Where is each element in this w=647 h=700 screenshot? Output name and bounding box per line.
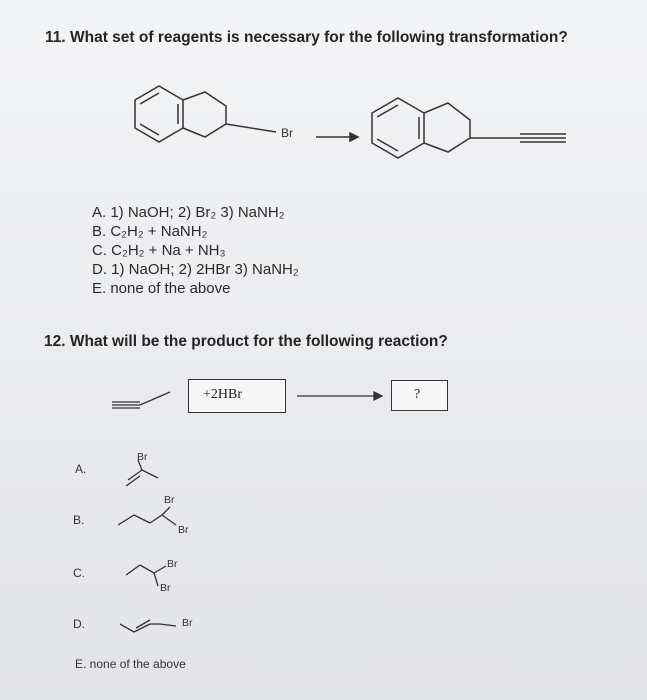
reagent-box	[188, 379, 286, 413]
q11-option-b[interactable]: B. C₂H₂ + NaNH₂	[92, 223, 208, 240]
question-12-title: 12. What will be the product for the following reaction?	[44, 333, 448, 350]
q12-choice-a-letter[interactable]: A.	[75, 462, 87, 476]
q11-option-e[interactable]: E. none of the above	[92, 280, 231, 297]
reagent-label: +2HBr	[203, 387, 243, 402]
product-placeholder: ?	[414, 387, 421, 402]
q12-choice-c-letter[interactable]: C.	[73, 566, 85, 580]
q11-option-d[interactable]: D. 1) NaOH; 2) 2HBr 3) NaNH₂	[92, 261, 299, 278]
q11-bromine-label: Br	[281, 126, 293, 140]
q12-choice-b-letter[interactable]: B.	[73, 513, 85, 527]
q12-choice-e[interactable]: E. none of the above	[75, 657, 186, 671]
product-box	[391, 380, 448, 411]
q12-choice-a-br: Br	[137, 451, 148, 463]
q12-choice-b-br1: Br	[164, 494, 175, 506]
q12-choice-b-br2: Br	[178, 524, 189, 536]
q12-choice-d-br: Br	[182, 617, 193, 629]
q12-choice-d-letter[interactable]: D.	[73, 617, 85, 631]
q12-choice-c-br2: Br	[160, 582, 171, 594]
question-11-title: 11. What set of reagents is necessary for the following transformation?	[45, 29, 568, 46]
q11-option-c[interactable]: C. C₂H₂ + Na + NH₃	[92, 242, 226, 259]
q11-option-a[interactable]: A. 1) NaOH; 2) Br₂ 3) NaNH₂	[92, 204, 285, 221]
q12-choice-c-br1: Br	[167, 558, 178, 570]
